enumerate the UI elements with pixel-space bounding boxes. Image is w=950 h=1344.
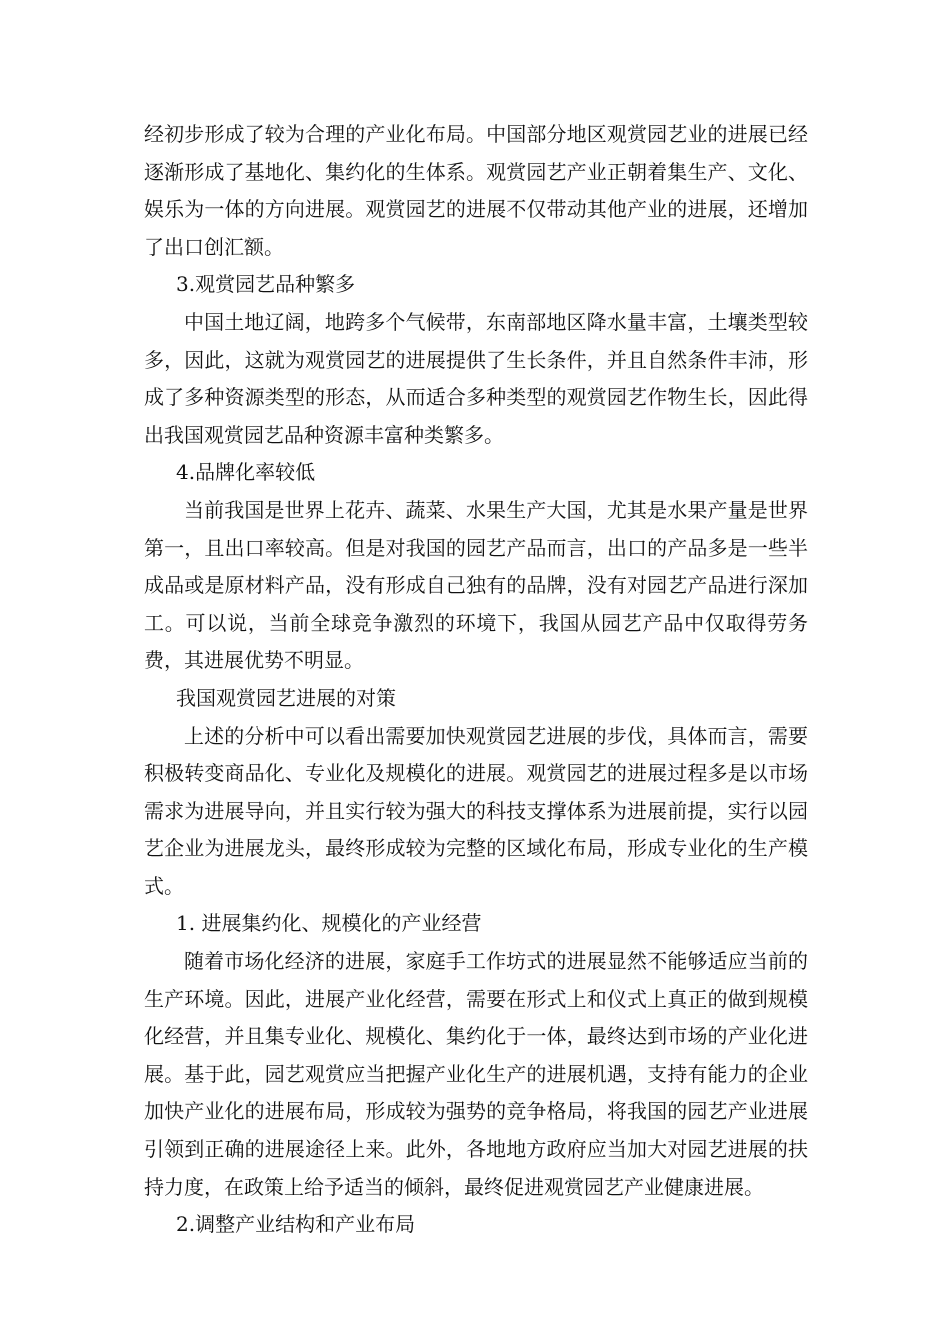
- section-heading-restructure: 2.调整产业结构和产业布局: [176, 1212, 416, 1237]
- paragraph-branding: 当前我国是世界上花卉、蔬菜、水果生产大国，尤其是水果产量是世界第一，且出口率较高。但是对我国的园艺产品而言，出口的产品多是一些半成品或是原材料产品，没有形成自己独有的品牌，没有对园艺产品进行深加工。可以说，当前全球竞争激烈的环境下，我国从园艺产品中仅取得劳务费，其进展优势不明显。: [144, 497, 808, 673]
- section-heading-intensification: 1. 进展集约化、规模化的产业经营: [176, 911, 482, 936]
- document-body: [144, 116, 808, 1244]
- paragraph-countermeasures: 上述的分析中可以看出需要加快观赏园艺进展的步伐，具体而言，需要积极转变商品化、专业化及规模化的进展。观赏园艺的进展过程多是以市场需求为进展导向，并且实行较为强大的科技支撑体系为进展前提，实行以园艺企业为进展龙头，最终形成较为完整的区域化布局，形成专业化的生产模式。: [144, 723, 808, 898]
- paragraph-intensification: 随着市场化经济的进展，家庭手工作坊式的进展显然不能够适应当前的生产环境。因此，进展产业化经营，需要在形式上和仪式上真正的做到规模化经营，并且集专业化、规模化、集约化于一体，最终达到市场的产业化进展。基于此，园艺观赏应当把握产业化生产的进展机遇，支持有能力的企业加快产业化的进展布局，形成较为强势的竞争格局，将我国的园艺产业进展引领到正确的进展途径上来。此外，各地地方政府应当加大对园艺进展的扶持力度，在政策上给予适当的倾斜，最终促进观赏园艺产业健康进展。: [144, 949, 808, 1199]
- section-heading-countermeasures: 我国观赏园艺进展的对策: [176, 685, 396, 710]
- section-heading-branding: 4.品牌化率较低: [176, 460, 316, 485]
- paragraph-continuation: 经初步形成了较为合理的产业化布局。中国部分地区观赏园艺业的进展已经逐渐形成了基地化、集约化的生体系。观赏园艺产业正朝着集生产、文化、娱乐为一体的方向进展。观赏园艺的进展不仅带动其他产业的进展，还增加了出口创汇额。: [144, 122, 808, 259]
- paragraph-variety: 中国土地辽阔，地跨多个气候带，东南部地区降水量丰富，土壤类型较多，因此，这就为观赏园艺的进展提供了生长条件，并且自然条件丰沛，形成了多种资源类型的形态，从而适合多种类型的观赏园艺作物生长，因此得出我国观赏园艺品种资源丰富种类繁多。: [144, 309, 808, 447]
- section-heading-variety: 3.观赏园艺品种繁多: [176, 272, 356, 297]
